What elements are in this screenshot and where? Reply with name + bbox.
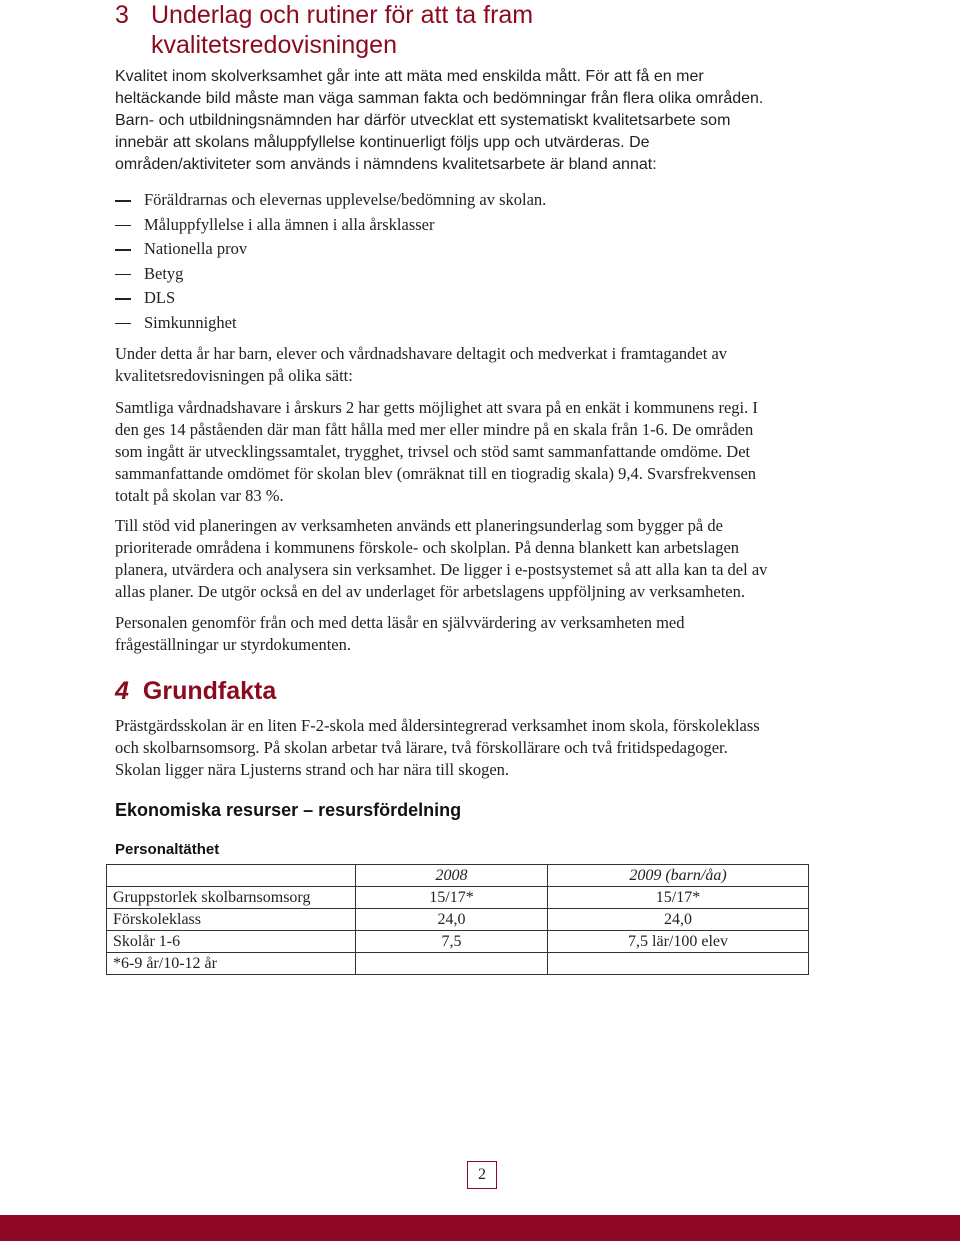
dash-icon: [115, 274, 131, 276]
paragraph-line: planera, utvärdera och analysera sin verksamhet. De ligger i e-postsystemet så att alla kan ta del av: [115, 560, 768, 579]
page-number: 2: [467, 1161, 497, 1189]
paragraph-line: Skolan ligger nära Ljusterns strand och har nära till skogen.: [115, 760, 510, 779]
table-cell: [107, 865, 356, 887]
intro-line: innebär att skolans måluppfyllelse kontinuerligt följs upp och utvärderas. De: [115, 134, 650, 151]
paragraph-line: prioriterade områdena i kommunens förskole- och skolplan. På denna blankett kan arbetslagen: [115, 538, 740, 557]
survey-paragraph: [115, 397, 850, 507]
paragraph-line: Under detta år har barn, elever och vårdnadshavare deltagit och medverkat i framtagandet av: [115, 344, 728, 363]
paragraph-line: kvalitetsredovisningen på olika sätt:: [115, 366, 353, 385]
paragraph-line: Samtliga vårdnadshavare i årskurs 2 har getts möjlighet att svara på en enkät i kommunens regi. I: [115, 398, 758, 417]
intro-line: Barn- och utbildningsnämnden har därför utvecklat ett systematiskt kvalitetsarbete som: [115, 112, 731, 129]
paragraph-line: den ges 14 påståenden där man fått hålla med mer eller mindre på en skala från 1-6. De områden: [115, 420, 754, 439]
facts-paragraph: [115, 715, 850, 781]
paragraph-line: totalt på skolan var 83 %.: [115, 486, 284, 505]
section-title-line2: kvalitetsredovisningen: [151, 31, 397, 59]
table-cell: [356, 953, 548, 975]
table-cell: 15/17*: [356, 887, 548, 909]
table-cell: 15/17*: [548, 887, 809, 909]
paragraph-line: frågeställningar ur styrdokumenten.: [115, 635, 351, 654]
paragraph-line: Personalen genomför från och med detta läsår en självvärdering av verksamheten med: [115, 613, 685, 632]
dash-icon: [115, 225, 131, 227]
footer-bar: [0, 1215, 960, 1241]
table-cell: 7,5 lär/100 elev: [548, 931, 809, 953]
table-header-cell: 2008: [356, 865, 548, 887]
intro-paragraph: [115, 66, 850, 176]
paragraph-line: och skolbarnsomsorg. På skolan arbetar två lärare, två förskollärare och två fritidspedagoger.: [115, 738, 728, 757]
table-cell: Skolår 1-6: [107, 931, 356, 953]
participation-paragraph: [115, 343, 850, 387]
table-row: [107, 931, 809, 953]
table-cell: 24,0: [356, 909, 548, 931]
table-cell: 7,5: [356, 931, 548, 953]
staff-evaluation-paragraph: [115, 612, 850, 656]
intro-line: Kvalitet inom skolverksamhet går inte att mäta med enskilda mått. För att få en mer: [115, 68, 704, 85]
dash-icon: [115, 200, 131, 202]
dash-icon: [115, 323, 131, 325]
section-title: Grundfakta: [142, 677, 277, 705]
paragraph-line: som ingått är utvecklingssamtalet, trygghet, trivsel och stöd samt sammanfattande omdöme. Det: [115, 442, 751, 461]
paragraph-line: Prästgärdsskolan är en liten F-2-skola med åldersintegrerad verksamhet inom skola, förskoleklass: [115, 716, 760, 735]
economic-resources-heading: Ekonomiska resurser – resursfördelning: [115, 800, 462, 820]
table-header-cell: 2009 (barn/åa): [548, 865, 809, 887]
dash-icon: [115, 249, 131, 251]
table-cell: [548, 953, 809, 975]
paragraph-line: sammanfattande omdömet för skolan blev (omräknat till en tiogradig skala) 9,4. Svarsfrekvensen: [115, 464, 757, 483]
section-number: 3: [115, 1, 129, 29]
paragraph-line: allas planer. De utgör också en del av underlaget för arbetslagens uppföljning av verksamheten.: [115, 582, 745, 601]
table-header-row: [107, 865, 809, 887]
intro-line: heltäckande bild måste man väga samman fakta och bedömningar från flera olika områden.: [115, 90, 764, 107]
dash-icon: [115, 298, 131, 300]
table-cell: Förskoleklass: [107, 909, 356, 931]
document-page: 3 Underlag och rutiner för att ta fram kvalitetsredovisningen Kvalitet inom skolverksamhet går inte att mäta med enskilda mått. För att få en mer heltäckande bild måste man väga samman fakta och bedömningar från flera olika områden. Barn- och utbildningsnämnden har därför utvecklat ett systematiskt kvalitetsarbete som innebär att skolans måluppfyllelse kontinuerligt följs upp och utvärderas. De områden/aktiviteter som används i nämndens kvalitetsarbete är bland annat: Föräldrarnas och elevernas upplevelse/bedömning av skolan. Måluppfyllelse i alla ämnen i alla årsklasser Nationella prov Betyg DLS Simkunnighet Under detta år har barn, elever och vårdnadshavare deltagit och medverkat i framtagandet av kvalitetsredovisningen på olika sätt: Samtliga vårdnadshavare i årskurs 2 har getts möjlighet att svara på en enkät i kommunens regi. I den ges 14 påståenden där man fått hålla med mer eller mindre på en skala från 1-6. De områden som ingått är utvecklingssamtalet, trygghet, trivsel och stöd samt sammanfattande omdöme. Det sammanfattande omdömet för skolan blev (omräknat till en tiogradig skala) 9,4. Svarsfrekvensen totalt på skolan var 83 %. Till stöd vid planeringen av verksamheten används ett planeringsunderlag som bygger på de prioriterade områdena i kommunens förskole- och skolplan. På denna blankett kan arbetslagen planera, utvärdera och analysera sin verksamhet. De ligger i e-postsystemet så att alla kan ta del av allas planer. De utgör också en del av underlaget för arbetslagens uppföljning av verksamheten. Personalen genomför från och med detta läsår en självvärdering av verksamheten med frågeställningar ur styrdokumenten. 4 Grundfakta Prästgärdsskolan är en liten F-2-skola med åldersintegrerad verksamhet inom skola, förskoleklass och skolbarnsomsorg. På skolan arbetar två lärare, två förskollärare och två fritidspedagoger. Skolan ligger nära Ljusterns strand och har nära till skogen. Ekonomiska resurser – resursfördelning Personaltäthet 2008 2009 (barn/åa) Gruppstorlek skolbarnsomsorg 15/17* 15/17* Förskoleklass 24,0 24,0 Skolår 1-6 7,5 7,5 lär/100 elev *6-9 år/10-12 år 2: [0, 0, 960, 1241]
staffing-heading: Personaltäthet: [115, 841, 220, 858]
section-title-line1: Underlag och rutiner för att ta fram: [151, 1, 534, 29]
table-cell: *6-9 år/10-12 år: [107, 953, 356, 975]
table-cell: Gruppstorlek skolbarnsomsorg: [107, 887, 356, 909]
intro-line: områden/aktiviteter som används i nämndens kvalitetsarbete är bland annat:: [115, 156, 657, 173]
table-cell: 24,0: [548, 909, 809, 931]
table-row: [107, 909, 809, 931]
planning-paragraph: [115, 515, 850, 603]
table-row: [107, 953, 809, 975]
section-4-heading: [115, 676, 276, 706]
paragraph-line: Till stöd vid planeringen av verksamheten används ett planeringsunderlag som bygger på de: [115, 516, 723, 535]
section-number: 4: [115, 677, 129, 705]
staffing-table: [106, 864, 809, 975]
table-row: [107, 887, 809, 909]
